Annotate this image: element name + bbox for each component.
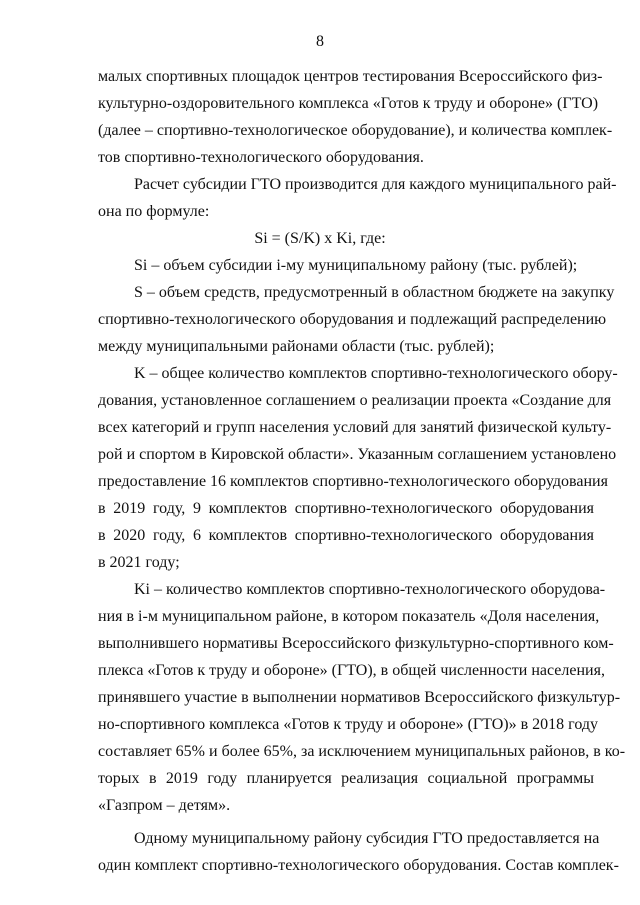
text-line: «Газпром – детям». [98,797,231,814]
text-line: плекса «Готов к труду и обороне» (ГТО), в общей численности населения, [98,662,605,679]
text-line: Расчет субсидии ГТО производится для каждого муниципального рай- [134,176,617,193]
text-line: спортивно-технологического оборудования и подлежащий распределению [98,311,607,328]
text-line: между муниципальными районами области (тыс. рублей); [98,338,495,355]
text-line: культурно-оздоровительного комплекса «Готов к труду и обороне» (ГТО) [98,95,599,112]
text-line: тов спортивно-технологического оборудования. [98,149,424,166]
text-line: она по формуле: [98,203,210,220]
text-line: рой и спортом в Кировской области». Указанным соглашением установлено [98,446,617,463]
text-line: составляет 65% и более 65%, за исключением муниципальных районов, в ко- [98,743,626,760]
text-line: один комплект спортивно-технологического оборудования. Состав комплек- [98,857,619,874]
text-line: K – общее количество комплектов спортивно-технологического обору- [134,365,618,382]
text-line: торых в 2019 году планируется реализация социальной программы [98,770,594,787]
text-line: малых спортивных площадок центров тестирования Всероссийского физ- [98,68,603,85]
text-line: в 2019 году, 9 комплектов спортивно-технологического оборудования [98,500,594,517]
text-line: Si – объем субсидии i-му муниципальному району (тыс. рублей); [134,257,578,274]
text-line: Ki – количество комплектов спортивно-технологического оборудова- [134,581,606,598]
text-line: дования, установленное соглашением о реализации проекта «Создание для [98,392,612,409]
text-line: но-спортивного комплекса «Готов к труду и обороне» (ГТО)» в 2018 году [98,716,599,733]
text-line: всех категорий и групп населения условий для занятий физической культу- [98,419,612,436]
text-line: предоставление 16 комплектов спортивно-технологического оборудования [98,473,608,490]
text-line: выполнившего нормативы Всероссийского физкультурно-спортивного ком- [98,635,614,652]
page-number: 8 [316,33,324,50]
text-line: в 2021 году; [98,554,180,571]
text-line: Одному муниципальному району субсидия ГТО предоставляется на [134,830,600,847]
text-line: в 2020 году, 6 комплектов спортивно-технологического оборудования [98,527,594,544]
text-line: ния в i-м муниципальном районе, в котором показатель «Доля населения, [98,608,600,625]
formula: Si = (S/K) x Ki, где: [254,230,386,247]
text-line: (далее – спортивно-технологическое оборудование), и количества комплек- [98,122,613,139]
text-line: принявшего участие в выполнении нормативов Всероссийского физкультур- [98,689,621,706]
text-line: S – объем средств, предусмотренный в областном бюджете на закупку [134,284,615,301]
